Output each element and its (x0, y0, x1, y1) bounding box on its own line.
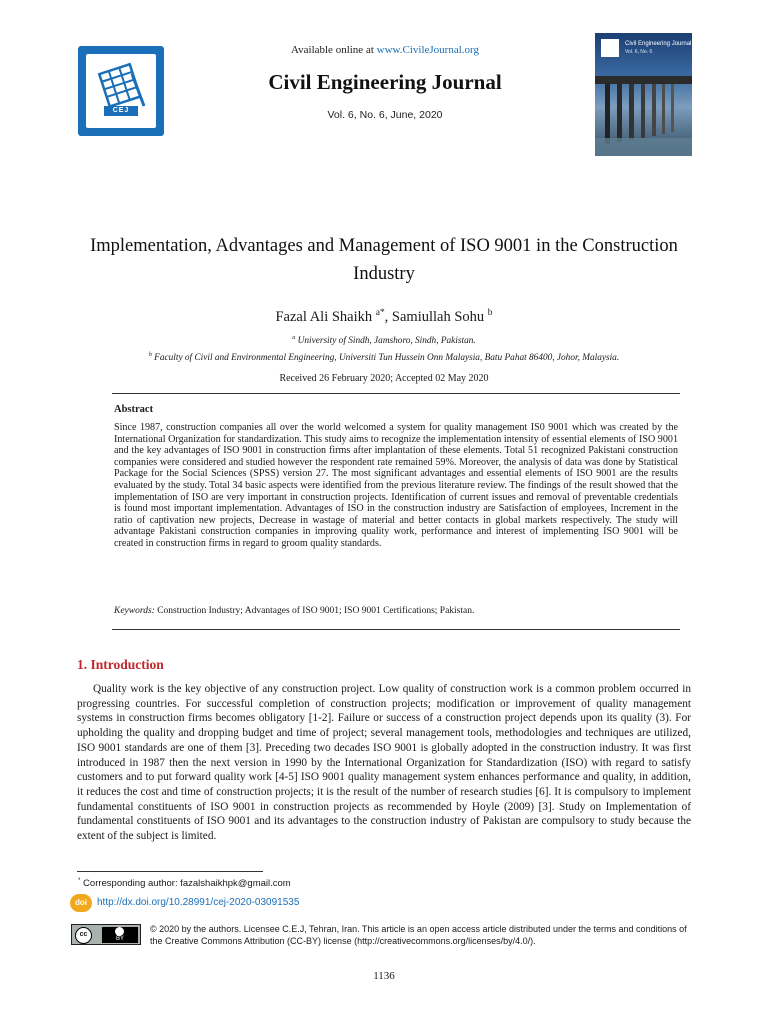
author-affiliation-mark: b (487, 308, 493, 318)
footnote-mark: * (78, 877, 81, 884)
cover-subtitle: Vol. 6, No. 6 (625, 49, 653, 55)
cover-title: Civil Engineering Journal (625, 41, 692, 47)
page-number: 1136 (373, 970, 395, 982)
footnote-rule (77, 871, 263, 872)
abstract-body: Since 1987, construction companies all over the world welcomed a system for quality management IS0 9001 which was created by the International Organization for standardization. This study aims to recognize the implementation intensity of essential elements of ISO 9001 and the key advantages of ISO 9001 in construction firms after implantation of these elements. Total 51 recognized Pakistani construction companies were considered and studied however the respondent rate remained 59%. Moreover, the analysis of data was done by Statistical Package for the Social Sciences (SPSS) version 27. The most significant advantages and essential elements of ISO 9001 are the results evaluated by the study. Total 34 basic aspects were identified from the previous literature review. The findings of the result showed that the implementation of ISO are very important in construction projects. Identification of current issues and removal of preventable credentials is found most important implementation. Advantages of ISO in the construction industry are Satisfaction of employees, Increment in the ratio of captivation new projects, Decrease in wastage of material and better contacts in global markets respectively. The study will advantage Pakistani construction companies in improving quality work, performance and interest of implementing ISO 9001 will be created in construction firms in regard to groom quality standards. (114, 422, 678, 549)
author-list (90, 308, 678, 326)
cover-logo-icon (601, 39, 619, 57)
journal-title: Civil Engineering Journal (268, 70, 502, 94)
availability-prefix: Available online at (291, 44, 377, 56)
keywords (114, 606, 678, 616)
keywords-list: Construction Industry; Advantages of ISO 9001; ISO 9001 Certifications; Pakistan. (154, 606, 475, 616)
journal-logo (78, 46, 164, 136)
availability-line (180, 44, 590, 56)
person-icon (115, 927, 124, 936)
keywords-label: Keywords: (114, 606, 155, 616)
cc-icon: cc (75, 927, 92, 944)
doi-link[interactable]: http://dx.doi.org/10.28991/cej-2020-03091535 (97, 897, 300, 908)
logo-inner (86, 54, 156, 128)
abstract-top-rule (112, 393, 680, 394)
paper-title: Implementation, Advantages and Management of ISO 9001 in the Construction Industry (90, 236, 678, 284)
affiliation-b (90, 352, 678, 363)
section-heading-introduction: 1. Introduction (77, 657, 164, 672)
by-label: BY (102, 927, 138, 943)
author-name: Fazal Ali Shaikh (275, 308, 373, 325)
author-name: Samiullah Sohu (391, 308, 485, 325)
author-separator: , (384, 308, 392, 325)
volume-info: Vol. 6, No. 6, June, 2020 (327, 109, 443, 121)
affiliation-text: Faculty of Civil and Environmental Engineering, Universiti Tun Hussein Onn Malaysia, Batu Pahat 86400, Johor, Malaysia. (154, 353, 620, 364)
author-affiliation-mark: a* (375, 308, 385, 318)
corresponding-author-footnote (78, 877, 291, 889)
journal-cover-image (595, 33, 692, 156)
affiliation-mark: a (292, 335, 296, 341)
introduction-body: Quality work is the key objective of any construction project. Low quality of construction work is a common problem occurred in progressing countries. For successful completion of construction projects; modification or improvement of quality management systems in construction firms becomes obligatory [1-2]. Failure or success of a construction project depends upon its quality (3). For upholding the quality and dropping budget and time of project; several management tools, methodologies and techniques are utilized, ISO 9001 standards are one of them [3]. Preceding two decades ISO 9001 is globally adopted in the construction industry. It was first introduced in 1987 then the next version in 1990 by the International Organization for Standardization (ISO) with regard to satisfy customers and to put forward quality work [4-5] ISO 9001 quality management system enhances performance and quality, in addition, it reduces the cost and time of construction projects; it is the result of the number of research studies [6]. It is compulsory to implement fundamental constituents of ISO 9001 in construction projects as recommended by Hoyle (2009) [3]. Study on Implementation of fundamental constituents of ISO 9001 and its advantages to the construction industry of Pakistan are compulsory to study because the extent of the subject is limited. (77, 683, 691, 843)
logo-book-icon (86, 54, 156, 128)
doi-icon: doi (70, 894, 92, 912)
affiliation-a (90, 335, 678, 346)
logo-label: CEJ (104, 106, 138, 116)
license-statement: © 2020 by the authors. Licensee C.E.J, Tehran, Iran. This article is an open access article distributed under the terms and conditions of the Creative Commons Attribution (CC-BY) license (http://creativecommons.org/licenses/by/4.0/). (150, 924, 687, 946)
abstract-heading: Abstract (114, 404, 154, 415)
journal-website-link[interactable]: www.CivileJournal.org (376, 44, 479, 56)
received-dates: Received 26 February 2020; Accepted 02 May 2020 (279, 373, 489, 384)
abstract-bottom-rule (112, 629, 680, 630)
journal-header (180, 44, 590, 121)
cover-pier-illustration (595, 76, 692, 156)
cc-by-license-icon[interactable] (71, 924, 141, 945)
affiliation-mark: b (148, 352, 152, 358)
footnote-text: Corresponding author: fazalshaikhpk@gmail.com (80, 878, 291, 890)
affiliation-text: University of Sindh, Jamshoro, Sindh, Pakistan. (297, 336, 476, 347)
